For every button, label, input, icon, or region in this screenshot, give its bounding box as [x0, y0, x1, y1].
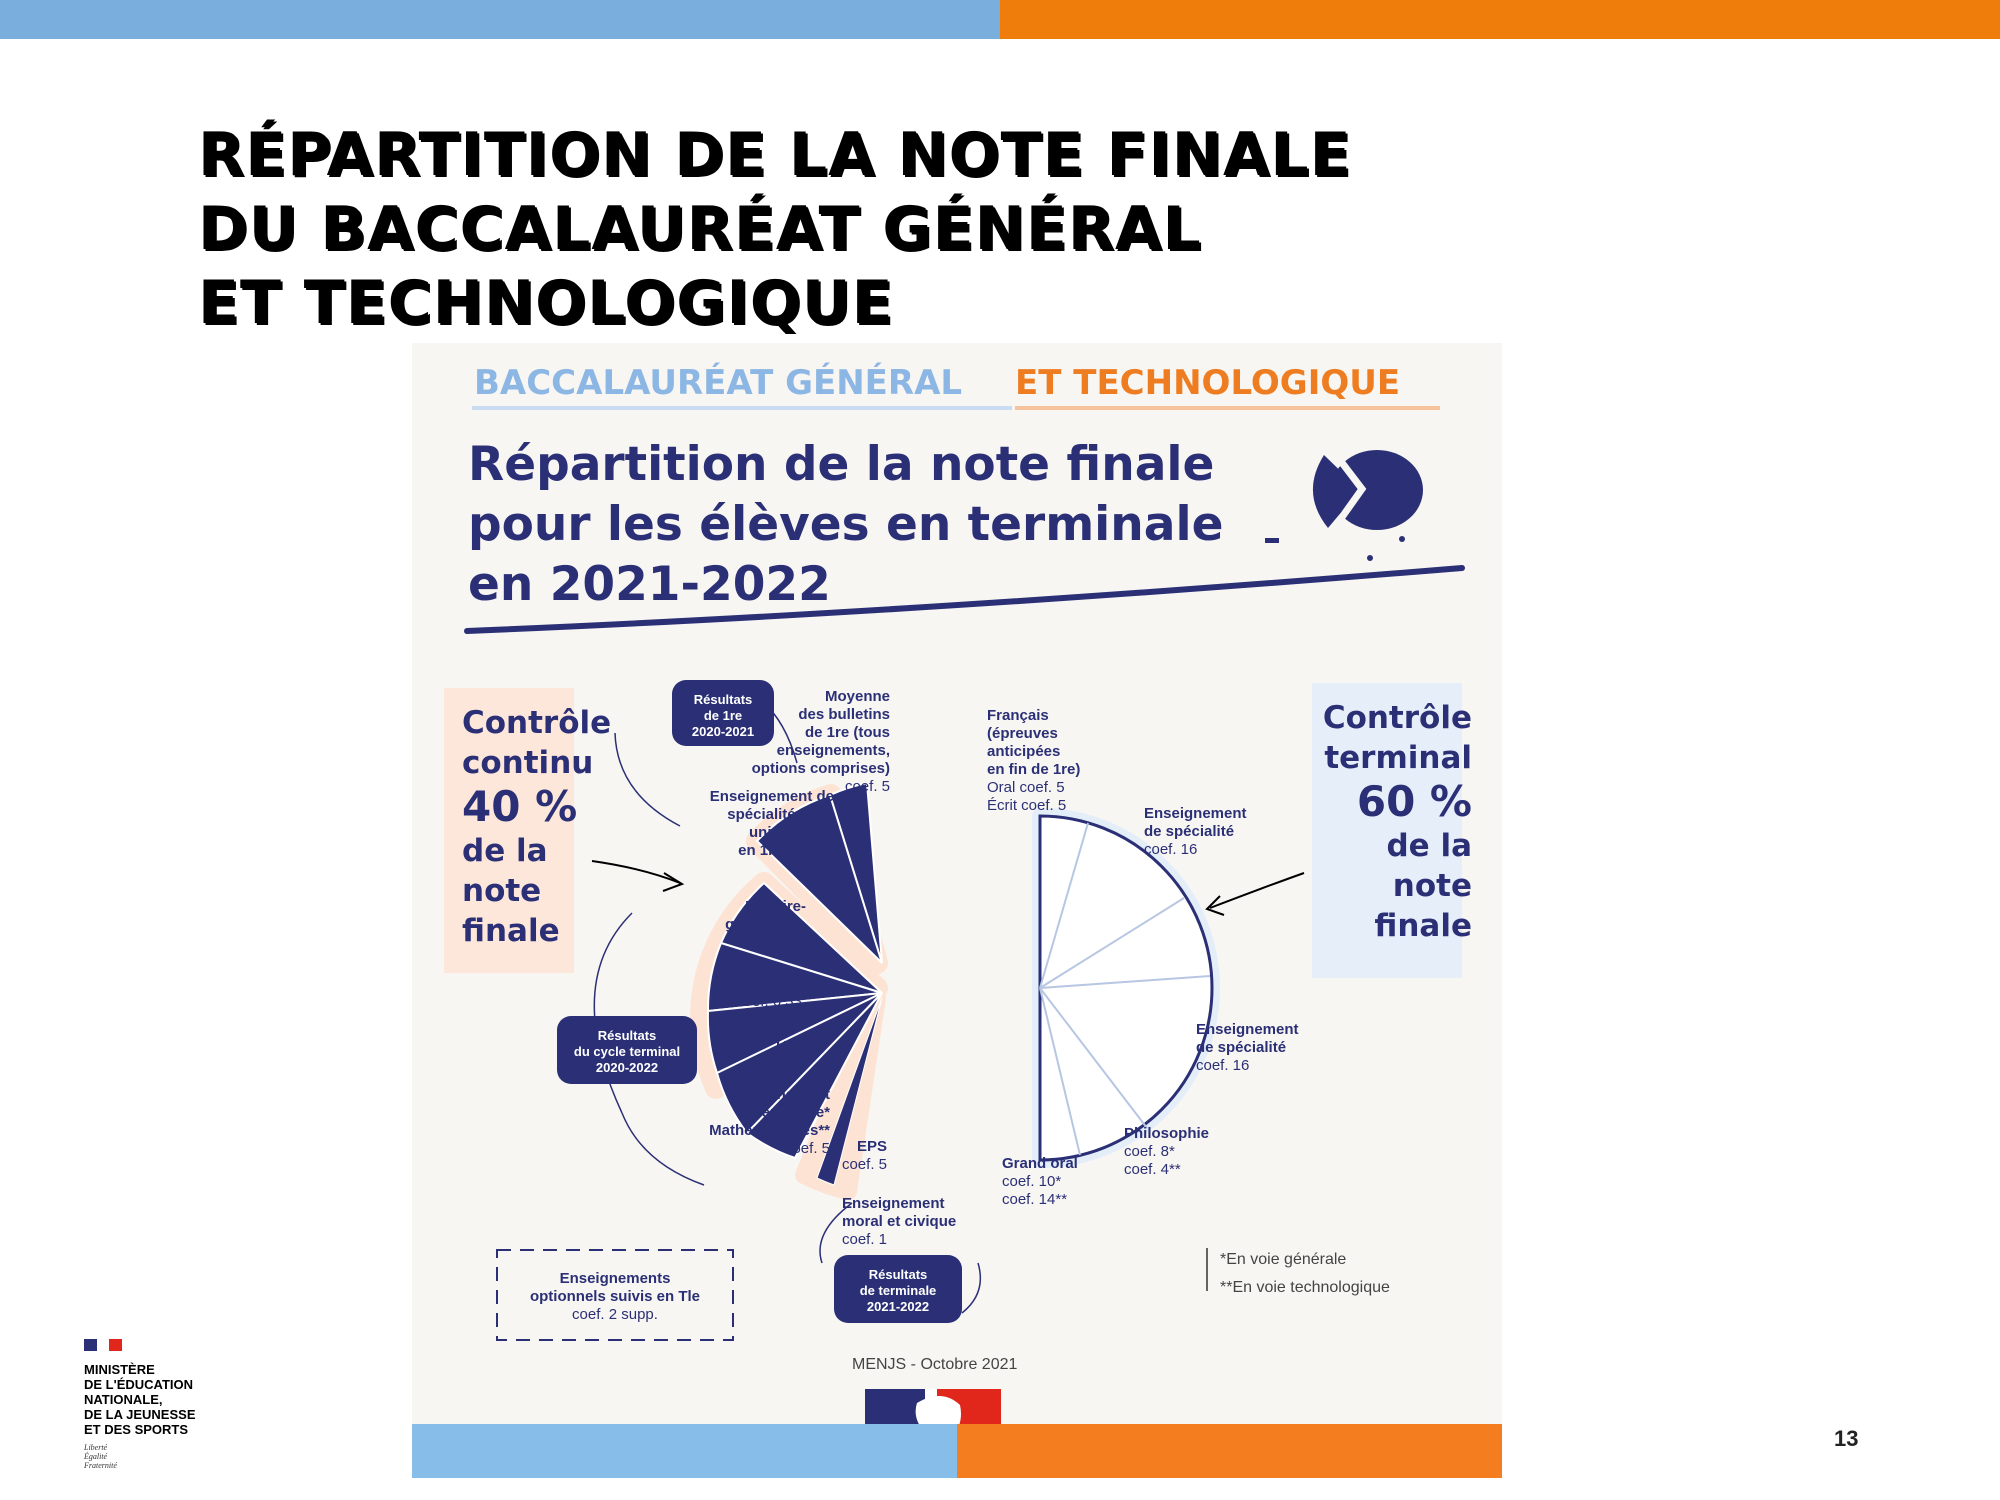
badge-terminale-results [834, 1255, 962, 1323]
badge-line: Résultats [693, 692, 753, 707]
top-bar-blue [0, 0, 1000, 39]
label-coef: coef. 6,33 [743, 1056, 809, 1073]
label-coef: coef. 14** [1002, 1191, 1068, 1208]
label-coef: coef. 5 [784, 1140, 830, 1157]
label-line: Grand oral [1002, 1155, 1078, 1172]
label-enseignement-scientifique [709, 1086, 830, 1158]
label-coef: coef. 5 [841, 1156, 887, 1173]
ministry-logo [84, 1338, 196, 1470]
connector-arc [962, 1263, 980, 1313]
label-coef: coef. 8* [1124, 1143, 1175, 1160]
label-specialite-premiere [710, 788, 834, 860]
label-coef: coef. 4** [1124, 1161, 1181, 1178]
poster-credit: MENJS - Octobre 2021 [852, 1356, 1018, 1373]
ministry-name [84, 1362, 196, 1437]
ministry-line: MINISTÈRE [84, 1362, 155, 1377]
label-specialite-2 [1196, 1021, 1299, 1075]
poster-footer-orange [957, 1424, 1502, 1478]
legend-item: *En voie générale [1220, 1251, 1347, 1268]
top-bar-orange [1000, 0, 2000, 39]
label-coef: en 1re coef. 5 [738, 842, 834, 859]
label-coef: coef. 6,33 [736, 993, 802, 1010]
label-coef: coef. 6,33 [740, 934, 806, 951]
heading-line: finale [1374, 908, 1472, 944]
label-line: uniquement [749, 824, 834, 841]
label-coef: Écrit coef. 5 [987, 797, 1067, 814]
heading-line: terminal [1324, 740, 1472, 776]
label-coef: coef. 5 [844, 778, 890, 795]
label-specialite-1 [1144, 805, 1247, 859]
heading-line: note [1392, 868, 1472, 904]
percentage-value: 60 % [1356, 777, 1472, 826]
badge-line: Résultats [868, 1267, 928, 1282]
label-line: en fin de 1re) [987, 761, 1081, 778]
label-line: enseignements, [776, 742, 890, 759]
heading-line: de la [462, 833, 548, 869]
legend-item: **En voie technologique [1220, 1279, 1390, 1296]
label-moyenne-bulletins [752, 688, 890, 796]
connector-arc [615, 733, 680, 826]
heading-line: continu [462, 745, 594, 781]
label-line: de 1re (tous [804, 724, 890, 741]
continuous-assessment-heading [462, 703, 611, 951]
label-philosophie [1124, 1125, 1209, 1179]
label-line: scientifique* [740, 1104, 830, 1121]
slide-title-line: DU BACCALAURÉAT GÉNÉRAL [198, 194, 1202, 264]
label-line: spécialité suivi [727, 806, 834, 823]
ministry-motto [84, 1443, 196, 1470]
pie-chart-icon [1265, 447, 1423, 561]
label-grand-oral [1002, 1155, 1078, 1209]
motto-line: Liberté [84, 1443, 108, 1452]
ministry-line: DE L'ÉDUCATION [84, 1377, 194, 1392]
heading-line: finale [462, 913, 560, 949]
badge-line: Résultats [597, 1028, 657, 1043]
label-coef: Oral coef. 5 [987, 779, 1065, 796]
badge-cycle-results [557, 1016, 697, 1084]
poster-title-line: pour les élèves en terminale [468, 497, 1224, 552]
final-exams-pie [1040, 816, 1212, 1160]
badge-line: de terminale [859, 1283, 937, 1298]
slide-title-line: RÉPARTITION DE LA NOTE FINALE [198, 120, 1352, 190]
poster-header-general: BACCALAURÉAT GÉNÉRAL [474, 363, 963, 403]
heading-line: note [462, 873, 542, 909]
label-line: géographie [725, 916, 806, 933]
label-line: Enseignement de [709, 788, 834, 805]
ministry-line: NATIONALE, [84, 1392, 163, 1407]
poster-title-line: Répartition de la note finale [468, 437, 1215, 492]
ministry-line: ET DES SPORTS [84, 1422, 189, 1437]
optional-courses-box [497, 1250, 733, 1340]
connector-arc [622, 1113, 704, 1185]
slide-title-line: ET TECHNOLOGIQUE [198, 268, 894, 338]
optional-title-line: Enseignements [559, 1270, 671, 1287]
label-line: (épreuves [987, 725, 1058, 742]
label-line: Enseignement [1196, 1021, 1299, 1038]
label-histoire-geographie [725, 898, 806, 952]
badge-line: 2020-2021 [691, 724, 755, 739]
label-coef: coef. 16 [1144, 841, 1198, 858]
label-line: Moyenne [824, 688, 890, 705]
label-lvb [743, 1038, 809, 1074]
label-line: options comprises) [751, 760, 890, 777]
label-line: des bulletins [798, 706, 890, 723]
label-coef: coef. 1 [842, 1231, 888, 1248]
legend [1220, 1246, 1390, 1302]
poster-footer-blue [412, 1424, 957, 1478]
motto-line: Fraternité [84, 1461, 117, 1470]
optional-coef: coef. 2 supp. [572, 1306, 658, 1323]
label-enseignement-moral-civique [842, 1195, 956, 1249]
label-francais [987, 707, 1080, 815]
label-line: Philosophie [1124, 1125, 1210, 1142]
arrow-icon [1207, 873, 1304, 915]
badge-line: 2020-2022 [595, 1060, 659, 1075]
page-number: 13 [1834, 1426, 1859, 1451]
label-line: Enseignement [1144, 805, 1247, 822]
optional-title-line: optionnels suivis en Tle [529, 1288, 701, 1305]
percentage-value: 40 % [462, 782, 578, 831]
poster-title-line: en 2021-2022 [468, 557, 831, 612]
label-line: Français [987, 707, 1049, 724]
label-eps [842, 1138, 887, 1174]
motto-line: Égalité [84, 1452, 108, 1461]
header-underline-orange [1015, 406, 1440, 410]
poster-title [468, 435, 1223, 615]
label-line: Mathématiques** [709, 1122, 830, 1139]
heading-line: Contrôle [462, 705, 612, 741]
label-coef: coef. 10* [1002, 1173, 1062, 1190]
french-flag-icon [84, 1339, 122, 1351]
label-line: Enseignement [842, 1195, 945, 1212]
label-line: EPS [856, 1138, 887, 1155]
slide-title [198, 118, 1498, 340]
label-line: anticipées [987, 743, 1061, 760]
label-line: de spécialité [1196, 1039, 1287, 1056]
label-lva [736, 975, 802, 1011]
label-line: LV B [775, 1038, 809, 1055]
label-line: LV A [769, 975, 802, 992]
label-line: de spécialité [1144, 823, 1235, 840]
poster-header-technologique: ET TECHNOLOGIQUE [1015, 363, 1401, 403]
heading-line: de la [1386, 828, 1472, 864]
badge-line: de 1re [703, 708, 743, 723]
label-line: Enseignement [727, 1086, 830, 1103]
label-line: moral et civique [842, 1213, 957, 1230]
label-line: Histoire- [745, 898, 806, 915]
badge-line: du cycle terminal [573, 1044, 681, 1059]
label-coef: coef. 16 [1196, 1057, 1250, 1074]
final-exams-heading [1323, 698, 1472, 946]
ministry-line: DE LA JEUNESSE [84, 1407, 196, 1422]
badge-line: 2021-2022 [866, 1299, 930, 1314]
heading-line: Contrôle [1322, 700, 1472, 736]
header-underline-blue [472, 406, 1012, 410]
infographic-poster [412, 343, 1502, 1478]
